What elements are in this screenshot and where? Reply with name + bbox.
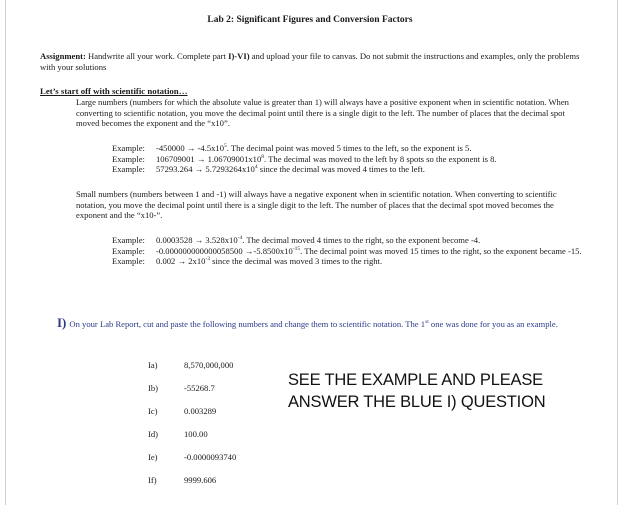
example-text bbox=[156, 246, 582, 257]
example-text bbox=[156, 143, 582, 154]
question-text-pre: On your Lab Report, cut and paste the following numbers and change them to scientific notation. The 1 bbox=[69, 319, 426, 329]
question-item bbox=[148, 475, 288, 487]
document-title: Lab 2: Significant Figures and Conversion Factors bbox=[207, 15, 413, 25]
question-item bbox=[148, 429, 288, 441]
item-label: Id) bbox=[148, 429, 159, 439]
section-heading-text: Let’s start off with scientific notation bbox=[40, 86, 179, 96]
example-label: Example: bbox=[112, 256, 145, 267]
section-heading-suffix: … bbox=[178, 86, 188, 96]
example-text bbox=[156, 164, 582, 175]
small-example-2 bbox=[112, 246, 582, 257]
large-example-3 bbox=[112, 164, 582, 175]
item-value: -55268.7 bbox=[184, 383, 215, 393]
example-text bbox=[156, 235, 582, 246]
section-heading bbox=[40, 86, 188, 97]
small-examples bbox=[112, 235, 582, 267]
example-explanation: . The decimal point was moved 5 times to the left, so the exponent is 5. bbox=[226, 143, 472, 153]
overlay-note: SEE THE EXAMPLE AND PLEASE ANSWER THE BLUE I) QUESTION bbox=[288, 371, 546, 411]
assignment-bold-part: I)-VI) bbox=[228, 51, 250, 61]
large-example-2 bbox=[112, 154, 582, 165]
example-text bbox=[156, 256, 582, 267]
example-text bbox=[156, 154, 582, 165]
example-exponent: -3 bbox=[205, 256, 211, 263]
example-explanation: . The decimal was moved to the left by 8 spots so the exponent is 8. bbox=[264, 153, 497, 164]
large-examples bbox=[112, 143, 582, 175]
example-exponent: -15 bbox=[292, 245, 301, 252]
item-label: Ie) bbox=[148, 452, 158, 462]
item-label: Ic) bbox=[148, 406, 158, 416]
question-one bbox=[57, 317, 577, 330]
example-exponent: 5 bbox=[224, 143, 227, 149]
item-value: 9999.606 bbox=[184, 475, 217, 485]
example-exponent: -4 bbox=[237, 235, 243, 241]
page-border-left bbox=[5, 0, 6, 505]
assignment-paragraph bbox=[40, 51, 580, 72]
item-value: 100.00 bbox=[184, 429, 208, 439]
item-value: 0.003289 bbox=[184, 406, 217, 416]
example-explanation: since the decimal was moved 3 times to the right. bbox=[210, 256, 383, 267]
question-item bbox=[148, 406, 288, 418]
item-value: 8,570,000,000 bbox=[184, 360, 234, 370]
example-expression: 0.0003528 → 3.528x10 bbox=[156, 235, 238, 245]
example-expression: -450000 → -4.5x10 bbox=[156, 143, 225, 153]
question-text-post: one was done for you as an example. bbox=[428, 319, 558, 329]
example-exponent: 8 bbox=[261, 153, 265, 160]
page-border-right bbox=[617, 0, 618, 505]
example-explanation: . The decimal moved 4 times to the right, so the exponent become -4. bbox=[242, 235, 481, 245]
example-explanation: since the decimal was moved 4 times to the left. bbox=[257, 164, 425, 175]
question-item bbox=[148, 383, 288, 395]
question-text-sup: st bbox=[425, 319, 429, 325]
example-label: Example: bbox=[112, 235, 145, 245]
example-label: Example: bbox=[112, 143, 145, 153]
example-expression: 0.002 → 2x10 bbox=[156, 256, 206, 267]
example-expression: 57293.264 → 5.7293264x10 bbox=[156, 164, 255, 175]
question-item bbox=[148, 452, 288, 464]
example-expression: -0.000000000000058500 →-5.8500x10 bbox=[156, 245, 293, 256]
small-example-1 bbox=[112, 235, 582, 246]
example-label: Example: bbox=[112, 164, 145, 175]
question-number: I) bbox=[57, 315, 67, 330]
item-label: Ia) bbox=[148, 360, 158, 370]
example-exponent: 4 bbox=[254, 164, 258, 171]
example-expression: 106709001 → 1.06709001x10 bbox=[156, 153, 262, 164]
example-label: Example: bbox=[112, 153, 145, 164]
question-item bbox=[148, 360, 288, 372]
assignment-label: Assignment: bbox=[40, 51, 86, 61]
small-numbers-paragraph: Small numbers (numbers between 1 and -1) will always have a negative exponent when in scientific notation. When converting to scientific notation, you move the decimal point until there is a single digit to the left. The number of places that the decimal spot moved becomes the exponent and the “x10-”. bbox=[76, 189, 557, 221]
large-example-1 bbox=[112, 143, 582, 154]
item-label: If) bbox=[148, 475, 157, 485]
assignment-text: Handwrite all your work. Complete part I)-VI) and upload your file to canvas. Do not submit the instructions and examples, only the problems with your solutions bbox=[40, 51, 580, 72]
example-label: Example: bbox=[112, 245, 145, 256]
small-example-3 bbox=[112, 256, 582, 267]
large-numbers-paragraph: Large numbers (numbers for which the absolute value is greater than 1) will always have a positive exponent when in scientific notation. When converting to scientific notation, you move the decimal point until there is a single digit to the left. The number of places that the decimal spot moved becomes the exponent and the “x10”. bbox=[76, 97, 569, 129]
item-label: Ib) bbox=[148, 383, 159, 393]
example-explanation: . The decimal point was moved 15 times to the right, so the exponent became -15. bbox=[300, 245, 582, 256]
item-value: -0.0000093740 bbox=[184, 452, 237, 462]
